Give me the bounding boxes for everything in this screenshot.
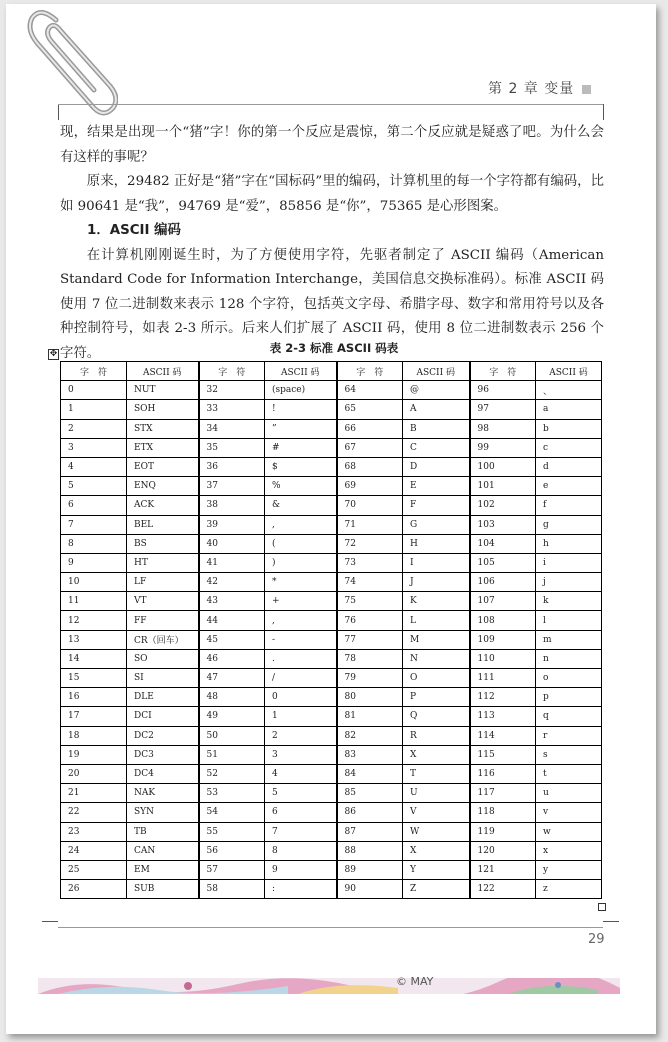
table-cell-char: DLE: [127, 688, 199, 707]
table-cell-code: 56: [199, 841, 265, 860]
table-cell-char: b: [536, 419, 602, 438]
table-cell-code: 121: [470, 860, 536, 879]
table-cell-code: 64: [337, 381, 403, 400]
table-cell-char: B: [403, 419, 470, 438]
table-cell-code: 25: [61, 860, 127, 879]
table-cell-code: 70: [337, 496, 403, 515]
table-header-cell: ASCII 码: [265, 362, 337, 381]
table-caption: 表 2-3 标准 ASCII 码表: [269, 341, 399, 355]
table-cell-char: q: [536, 707, 602, 726]
table-cell-char: M: [403, 630, 470, 649]
ascii-table: [60, 361, 602, 899]
table-cell-code: 40: [199, 534, 265, 553]
table-cell-char: ,: [265, 515, 337, 534]
table-move-handle-icon[interactable]: ✥: [49, 349, 58, 359]
table-cell-code: 26: [61, 880, 127, 899]
table-cell-code: 76: [337, 611, 403, 630]
table-cell-code: 83: [337, 745, 403, 764]
table-cell-code: 55: [199, 822, 265, 841]
table-cell-char: v: [536, 803, 602, 822]
table-cell-code: 34: [199, 419, 265, 438]
table-cell-code: 88: [337, 841, 403, 860]
table-cell-char: X: [403, 745, 470, 764]
table-cell-char: y: [536, 860, 602, 879]
table-cell-code: 18: [61, 726, 127, 745]
table-cell-char: w: [536, 822, 602, 841]
table-row: [61, 880, 602, 899]
table-cell-char: g: [536, 515, 602, 534]
table-cell-code: 109: [470, 630, 536, 649]
table-cell-char: H: [403, 534, 470, 553]
table-cell-char: 5: [265, 784, 337, 803]
table-cell-char: DC3: [127, 745, 199, 764]
table-cell-char: BS: [127, 534, 199, 553]
table-row: [61, 669, 602, 688]
table-cell-code: 108: [470, 611, 536, 630]
table-cell-code: 2: [61, 419, 127, 438]
table-row: [61, 534, 602, 553]
table-row: [61, 630, 602, 649]
table-header-cell: 字 符: [199, 362, 265, 381]
table-cell-char: -: [265, 630, 337, 649]
table-cell-char: FF: [127, 611, 199, 630]
table-header-cell: 字 符: [470, 362, 536, 381]
table-cell-code: 104: [470, 534, 536, 553]
table-cell-char: CR（回车）: [127, 630, 199, 649]
table-cell-char: 3: [265, 745, 337, 764]
table-cell-char: 2: [265, 726, 337, 745]
table-cell-code: 103: [470, 515, 536, 534]
table-cell-code: 15: [61, 669, 127, 688]
table-cell-code: 67: [337, 438, 403, 457]
table-cell-char: F: [403, 496, 470, 515]
table-cell-code: 21: [61, 784, 127, 803]
table-header-row: [61, 362, 602, 381]
table-cell-code: 46: [199, 649, 265, 668]
table-cell-char: i: [536, 553, 602, 572]
table-cell-char: (space): [265, 381, 337, 400]
table-cell-code: 17: [61, 707, 127, 726]
table-cell-char: d: [536, 457, 602, 476]
table-header-cell: ASCII 码: [403, 362, 470, 381]
table-cell-char: e: [536, 477, 602, 496]
table-cell-char: CAN: [127, 841, 199, 860]
table-row: [61, 860, 602, 879]
table-cell-code: 110: [470, 649, 536, 668]
table-row: [61, 477, 602, 496]
table-cell-code: 74: [337, 573, 403, 592]
table-cell-char: f: [536, 496, 602, 515]
table-cell-char: h: [536, 534, 602, 553]
table-row: [61, 381, 602, 400]
table-cell-char: VT: [127, 592, 199, 611]
body-text: [60, 121, 604, 366]
paperclip-icon: [18, 0, 118, 118]
table-cell-code: 75: [337, 592, 403, 611]
table-cell-char: ETX: [127, 438, 199, 457]
table-cell-code: 68: [337, 457, 403, 476]
table-cell-code: 112: [470, 688, 536, 707]
table-header-cell: 字 符: [61, 362, 127, 381]
table-cell-code: 85: [337, 784, 403, 803]
table-cell-code: 98: [470, 419, 536, 438]
table-cell-char: k: [536, 592, 602, 611]
table-cell-code: 20: [61, 764, 127, 783]
table-cell-char: 8: [265, 841, 337, 860]
table-cell-code: 6: [61, 496, 127, 515]
crop-mark-top-left: [42, 104, 59, 120]
table-cell-code: 99: [470, 438, 536, 457]
table-cell-code: 36: [199, 457, 265, 476]
table-cell-code: 33: [199, 400, 265, 419]
table-row: [61, 457, 602, 476]
table-cell-code: 7: [61, 515, 127, 534]
table-cell-char: T: [403, 764, 470, 783]
paragraph-3: 在计算机刚刚诞生时，为了方便使用字符，先驱者制定了 ASCII 编码（American Standard Code for Information Interchange，美国信息交换标准码）。标准 ASCII 码使用 7 位二进制数来表示 128 个字符，包括英文字母、希腊字母、数字和常用符号以及各种控制符号，如表 2-3 所示。后来人们扩展了 ASCII 码，使用 8 位二进制数表示 256 个字符。: [60, 247, 604, 361]
table-cell-code: 89: [337, 860, 403, 879]
table-cell-char: TB: [127, 822, 199, 841]
table-cell-char: :: [265, 880, 337, 899]
table-body: [61, 381, 602, 899]
paragraph-1: 现，结果是出现一个“猪”字！你的第一个反应是震惊，第二个反应就是疑惑了吧。为什么会有这样的事呢？: [60, 125, 604, 165]
table-row: [61, 419, 602, 438]
illustration-signature: © MAY: [396, 975, 434, 988]
crop-mark-top-right: [603, 104, 620, 120]
table-row: [61, 707, 602, 726]
table-cell-char: Y: [403, 860, 470, 879]
table-cell-char: 6: [265, 803, 337, 822]
table-cell-char: 0: [265, 688, 337, 707]
table-cell-code: 35: [199, 438, 265, 457]
table-cell-char: NUT: [127, 381, 199, 400]
table-cell-char: j: [536, 573, 602, 592]
table-cell-char: 4: [265, 764, 337, 783]
table-cell-code: 8: [61, 534, 127, 553]
table-cell-code: 4: [61, 457, 127, 476]
table-cell-char: SUB: [127, 880, 199, 899]
table-cell-char: /: [265, 669, 337, 688]
table-cell-code: 54: [199, 803, 265, 822]
paragraph-2: 原来，29482 正好是“猪”字在“国标码”里的编码，计算机里的每一个字符都有编码，比如 90641 是“我”，94769 是“爱”，85856 是“你”，75365 是心形图案。: [60, 174, 604, 214]
table-row: [61, 745, 602, 764]
table-cell-code: 107: [470, 592, 536, 611]
table-row: [61, 803, 602, 822]
table-cell-char: (: [265, 534, 337, 553]
table-cell-char: ): [265, 553, 337, 572]
table-cell-char: J: [403, 573, 470, 592]
table-cell-code: 39: [199, 515, 265, 534]
table-cell-code: 65: [337, 400, 403, 419]
table-cell-code: 100: [470, 457, 536, 476]
page-number: 29: [588, 932, 605, 947]
table-cell-char: EM: [127, 860, 199, 879]
table-cell-char: ENQ: [127, 477, 199, 496]
table-cell-char: 7: [265, 822, 337, 841]
table-row: [61, 592, 602, 611]
table-header-cell: 字 符: [337, 362, 403, 381]
table-row: [61, 553, 602, 572]
table-row: [61, 400, 602, 419]
table-cell-code: 118: [470, 803, 536, 822]
table-cell-char: 9: [265, 860, 337, 879]
table-cell-char: 1: [265, 707, 337, 726]
table-cell-char: l: [536, 611, 602, 630]
table-cell-char: SO: [127, 649, 199, 668]
table-cell-code: 14: [61, 649, 127, 668]
table-cell-char: p: [536, 688, 602, 707]
table-cell-char: N: [403, 649, 470, 668]
table-row: [61, 726, 602, 745]
table-cell-char: W: [403, 822, 470, 841]
table-cell-code: 115: [470, 745, 536, 764]
table-cell-code: 1: [61, 400, 127, 419]
table-cell-char: @: [403, 381, 470, 400]
table-cell-char: DCI: [127, 707, 199, 726]
table-cell-code: 122: [470, 880, 536, 899]
table-cell-char: +: [265, 592, 337, 611]
table-cell-char: EOT: [127, 457, 199, 476]
table-cell-char: o: [536, 669, 602, 688]
table-header-cell: ASCII 码: [127, 362, 199, 381]
table-cell-code: 32: [199, 381, 265, 400]
table-cell-code: 86: [337, 803, 403, 822]
table-cell-code: 23: [61, 822, 127, 841]
table-cell-code: 3: [61, 438, 127, 457]
table-cell-code: 53: [199, 784, 265, 803]
table-row: [61, 515, 602, 534]
table-cell-char: ,: [265, 611, 337, 630]
table-cell-code: 106: [470, 573, 536, 592]
header-square-icon: [582, 85, 591, 94]
crop-mark-bottom-right: [603, 921, 619, 938]
table-cell-char: ACK: [127, 496, 199, 515]
table-cell-char: *: [265, 573, 337, 592]
table-cell-code: 113: [470, 707, 536, 726]
table-cell-code: 116: [470, 764, 536, 783]
table-cell-char: u: [536, 784, 602, 803]
table-cell-code: 50: [199, 726, 265, 745]
table-cell-code: 69: [337, 477, 403, 496]
table-cell-char: U: [403, 784, 470, 803]
table-cell-char: R: [403, 726, 470, 745]
table-cell-char: m: [536, 630, 602, 649]
table-cell-code: 48: [199, 688, 265, 707]
table-cell-code: 81: [337, 707, 403, 726]
table-cell-char: &: [265, 496, 337, 515]
table-cell-code: 84: [337, 764, 403, 783]
table-cell-code: 47: [199, 669, 265, 688]
table-resize-handle[interactable]: [598, 903, 606, 911]
table-cell-char: NAK: [127, 784, 199, 803]
table-cell-code: 78: [337, 649, 403, 668]
table-cell-char: t: [536, 764, 602, 783]
table-cell-code: 19: [61, 745, 127, 764]
table-cell-code: 16: [61, 688, 127, 707]
table-cell-code: 51: [199, 745, 265, 764]
table-cell-code: 49: [199, 707, 265, 726]
section-heading: 1．ASCII 编码: [87, 223, 181, 238]
table-cell-char: c: [536, 438, 602, 457]
running-header: [488, 78, 591, 98]
table-cell-char: BEL: [127, 515, 199, 534]
table-cell-char: %: [265, 477, 337, 496]
table-cell-char: SI: [127, 669, 199, 688]
table-cell-char: !: [265, 400, 337, 419]
table-cell-code: 9: [61, 553, 127, 572]
table-row: [61, 764, 602, 783]
table-cell-code: 0: [61, 381, 127, 400]
table-row: [61, 611, 602, 630]
table-cell-code: 38: [199, 496, 265, 515]
header-rule: [58, 104, 603, 105]
table-cell-code: 13: [61, 630, 127, 649]
table-cell-code: 41: [199, 553, 265, 572]
table-cell-char: A: [403, 400, 470, 419]
table-cell-char: LF: [127, 573, 199, 592]
table-cell-char: a: [536, 400, 602, 419]
table-cell-code: 58: [199, 880, 265, 899]
table-cell-code: 45: [199, 630, 265, 649]
table-cell-code: 72: [337, 534, 403, 553]
table-cell-char: HT: [127, 553, 199, 572]
table-cell-code: 114: [470, 726, 536, 745]
table-cell-char: DC2: [127, 726, 199, 745]
table-cell-code: 37: [199, 477, 265, 496]
table-row: [61, 438, 602, 457]
table-cell-code: 57: [199, 860, 265, 879]
table-cell-code: 11: [61, 592, 127, 611]
table-cell-char: z: [536, 880, 602, 899]
table-cell-code: 90: [337, 880, 403, 899]
table-cell-char: n: [536, 649, 602, 668]
table-cell-code: 96: [470, 381, 536, 400]
table-cell-char: ”: [265, 419, 337, 438]
table-cell-char: 、: [536, 381, 602, 400]
table-cell-code: 101: [470, 477, 536, 496]
table-cell-char: V: [403, 803, 470, 822]
table-cell-code: 119: [470, 822, 536, 841]
table-cell-char: s: [536, 745, 602, 764]
table-header-cell: ASCII 码: [536, 362, 602, 381]
footer-rule: [58, 927, 603, 928]
chapter-title: 第 2 章 变量: [488, 81, 575, 97]
table-cell-code: 87: [337, 822, 403, 841]
table-cell-code: 77: [337, 630, 403, 649]
table-cell-char: x: [536, 841, 602, 860]
table-cell-code: 43: [199, 592, 265, 611]
table-cell-char: r: [536, 726, 602, 745]
table-cell-char: $: [265, 457, 337, 476]
table-cell-code: 102: [470, 496, 536, 515]
table-cell-char: O: [403, 669, 470, 688]
table-cell-char: E: [403, 477, 470, 496]
table-row: [61, 784, 602, 803]
table-row: [61, 822, 602, 841]
table-cell-char: #: [265, 438, 337, 457]
table-cell-code: 71: [337, 515, 403, 534]
table-cell-char: DC4: [127, 764, 199, 783]
table-cell-code: 120: [470, 841, 536, 860]
table-row: [61, 573, 602, 592]
table-cell-char: I: [403, 553, 470, 572]
table-cell-code: 97: [470, 400, 536, 419]
table-cell-code: 66: [337, 419, 403, 438]
crop-mark-bottom-left: [42, 921, 58, 938]
table-row: [61, 688, 602, 707]
table-cell-code: 5: [61, 477, 127, 496]
table-cell-char: SOH: [127, 400, 199, 419]
table-cell-char: Q: [403, 707, 470, 726]
table-cell-char: D: [403, 457, 470, 476]
table-cell-char: P: [403, 688, 470, 707]
table-cell-code: 22: [61, 803, 127, 822]
table-cell-code: 42: [199, 573, 265, 592]
table-cell-code: 105: [470, 553, 536, 572]
table-cell-code: 44: [199, 611, 265, 630]
table-row: [61, 841, 602, 860]
table-cell-code: 52: [199, 764, 265, 783]
table-cell-code: 82: [337, 726, 403, 745]
table-cell-code: 10: [61, 573, 127, 592]
table-cell-code: 111: [470, 669, 536, 688]
table-row: [61, 649, 602, 668]
table-cell-code: 73: [337, 553, 403, 572]
table-cell-code: 79: [337, 669, 403, 688]
table-cell-char: L: [403, 611, 470, 630]
table-cell-code: 80: [337, 688, 403, 707]
table-cell-char: X: [403, 841, 470, 860]
table-cell-code: 117: [470, 784, 536, 803]
table-cell-char: K: [403, 592, 470, 611]
table-cell-char: STX: [127, 419, 199, 438]
table-cell-char: SYN: [127, 803, 199, 822]
table-cell-code: 24: [61, 841, 127, 860]
table-cell-char: .: [265, 649, 337, 668]
decorative-illustration: [38, 978, 620, 994]
table-cell-char: C: [403, 438, 470, 457]
table-row: [61, 496, 602, 515]
table-cell-char: G: [403, 515, 470, 534]
table-cell-code: 12: [61, 611, 127, 630]
table-cell-char: Z: [403, 880, 470, 899]
